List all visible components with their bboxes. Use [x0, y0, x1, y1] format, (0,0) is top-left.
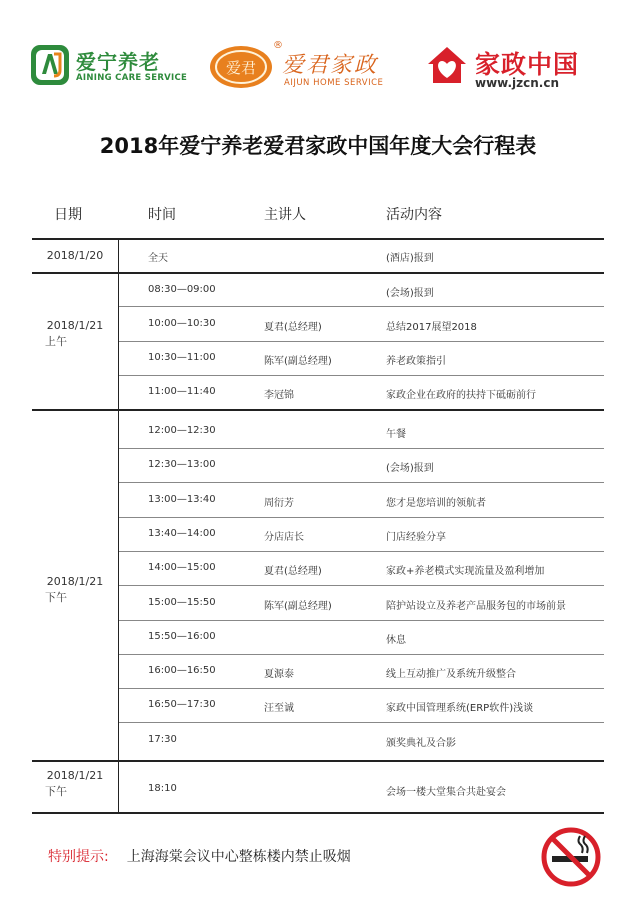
aijun-logo: [208, 40, 398, 96]
row-divider: [119, 722, 604, 723]
aining-logo: [30, 40, 188, 96]
header-content: 活动内容: [386, 207, 442, 223]
aining-logo-icon: [30, 44, 70, 86]
date-cell: 2018/1/21 下午: [45, 575, 104, 604]
aijun-logo-name: 爱君家政: [282, 53, 379, 78]
notice-text: 上海海棠会议中心整栋楼内禁止吸烟: [126, 849, 351, 865]
aijun-reg-mark: ®: [273, 40, 283, 51]
aijun-logo-sub: AIJUN HOME SERVICE: [284, 78, 384, 88]
notice-label: 特别提示:: [48, 849, 109, 865]
aijun-logo-icon: [208, 44, 274, 90]
row-divider: [119, 620, 604, 621]
aining-logo-name: 爱宁养老: [76, 50, 160, 74]
header-time: 时间: [148, 207, 176, 223]
special-notice: [48, 846, 351, 866]
row-divider: [119, 551, 604, 552]
header-date: 日期: [54, 207, 82, 223]
row-divider: [119, 375, 604, 376]
row-divider: [119, 585, 604, 586]
row-divider: [119, 448, 604, 449]
no-smoking-icon: [540, 826, 602, 888]
jzcn-logo-name: 家政中国: [475, 50, 580, 79]
aining-logo-sub: AINING CARE SERVICE: [76, 73, 188, 83]
jzcn-logo: [425, 40, 615, 96]
jzcn-logo-url: www.jzcn.cn: [475, 76, 560, 90]
aijun-logo-badge: 爱君: [225, 59, 257, 77]
row-divider: [119, 517, 604, 518]
date-cell: 2018/1/20: [46, 249, 104, 262]
date-column-divider: [118, 238, 119, 813]
date-cell: 2018/1/21 上午: [45, 319, 104, 348]
header-speaker: 主讲人: [264, 207, 306, 223]
house-heart-icon: [425, 44, 469, 86]
row-divider: [119, 688, 604, 689]
row-divider: [119, 306, 604, 307]
row-divider: [119, 482, 604, 483]
page-title: 2018年爱宁养老爱君家政中国年度大会行程表: [99, 134, 537, 158]
date-cell: 2018/1/21 下午: [45, 769, 104, 798]
row-divider: [119, 654, 604, 655]
row-divider: [119, 341, 604, 342]
